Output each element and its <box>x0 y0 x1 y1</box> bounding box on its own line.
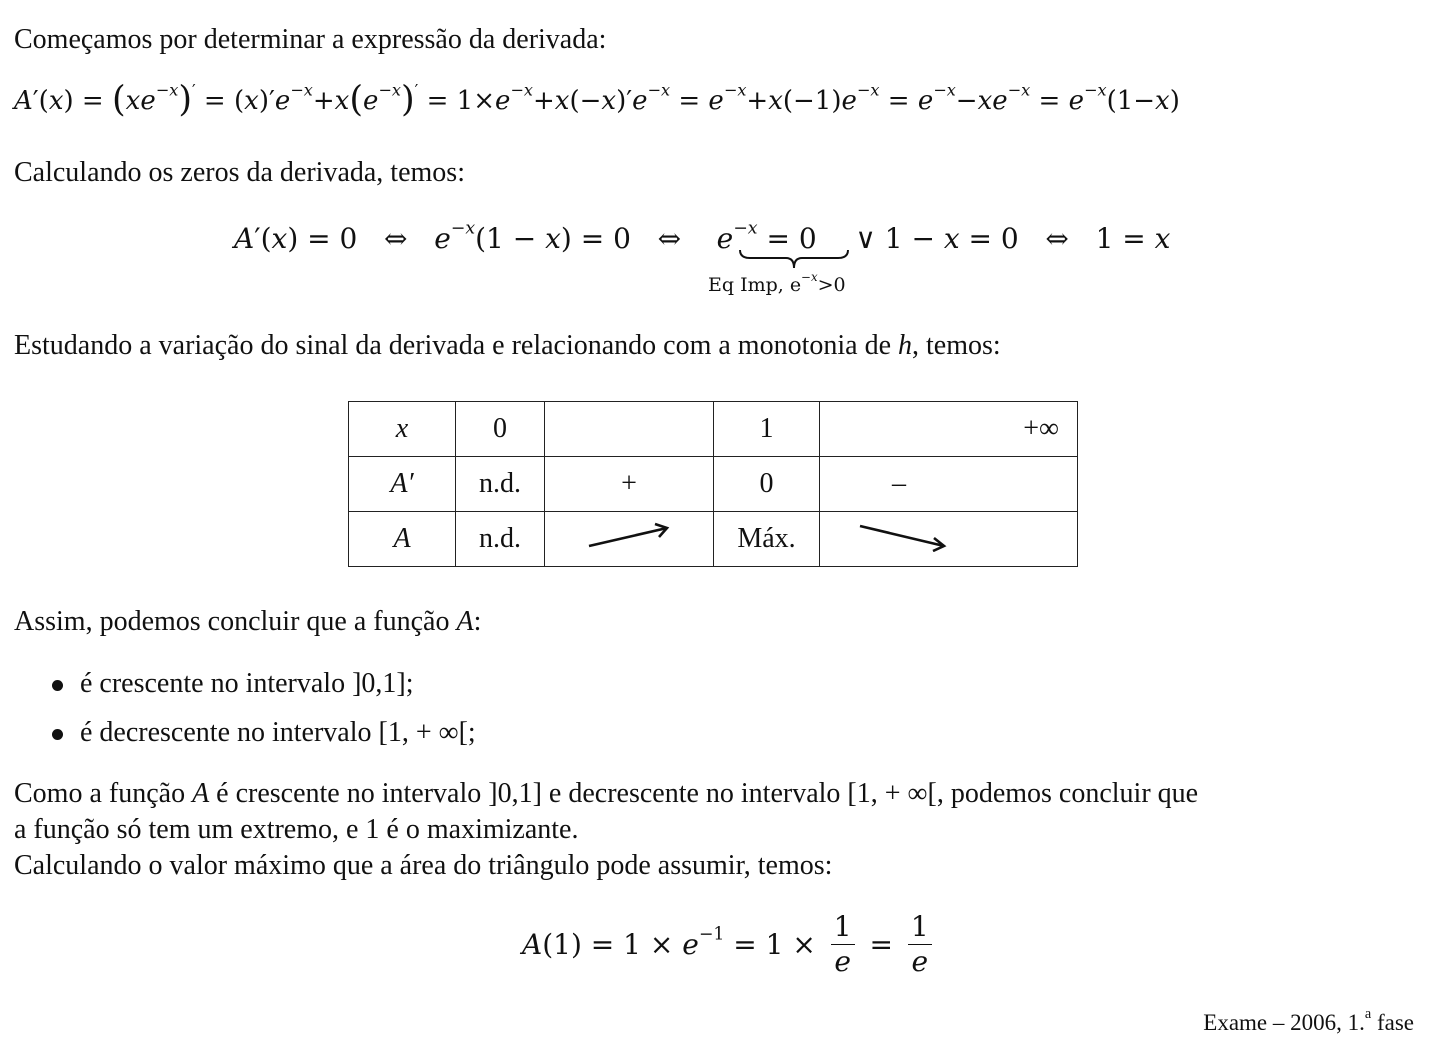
monotony-list <box>50 666 476 764</box>
conclusion-intro-text: Assim, podemos concluir que a função A: <box>14 606 482 637</box>
list-item: é crescente no intervalo ]0,1]; <box>50 666 476 715</box>
maximum-intro-text: Calculando o valor máximo que a área do triângulo pode assumir, temos: <box>14 850 833 881</box>
table-cell: A′ <box>349 457 456 512</box>
table-cell: 0 <box>714 457 820 512</box>
table-cell: Máx. <box>714 512 820 567</box>
underbrace-label: Eq Imp, $e^{-x}>0$ <box>708 270 846 296</box>
table-cell: +∞ <box>820 402 1078 457</box>
conclusion-text-line2: a função só tem um extremo, e 1 é o maximizante. <box>14 814 579 845</box>
table-cell: 1 <box>714 402 820 457</box>
decreasing-arrow-icon <box>856 518 956 552</box>
conclusion-text-line1: Como a função A é crescente no intervalo ]0,1] e decrescente no intervalo [1, + ∞[, podemos concluir que <box>14 778 1199 809</box>
table-cell: + <box>545 457 714 512</box>
underbrace <box>738 248 850 270</box>
maximum-equation: $A(1) = 1 \times e^{-1} = 1$ × $\frac{1}{e}$ = $\frac{1}{e}$ <box>522 910 938 979</box>
list-item: é decrescente no intervalo [1, + ∞[; <box>50 715 476 764</box>
table-cell: 0 <box>456 402 545 457</box>
table-cell: – <box>820 457 1078 512</box>
table-cell <box>545 402 714 457</box>
table-cell <box>545 512 714 567</box>
zeros-equation: A′(x) = 0 ⇔ $e^{-x}(1 - x) = 0$ ⇔ $e^{-x} = 0$ ∨ 1 − x = 0 ⇔ 1 = x <box>234 218 1171 255</box>
table-cell: A <box>349 512 456 567</box>
derivative-equation: $A'(x) = (xe^{-x})' = (x)'e^{-x}+x(e^{-x})' = 1\times e^{-x}+x(-x)'e^{-x} = e^{-x}+x(-1)e^{-x} = e^{-x}-xe^{-x} = e^{-x}(1-x)$ <box>14 78 1180 120</box>
intro-text: Começamos por determinar a expressão da derivada: <box>14 24 607 55</box>
table-cell: n.d. <box>456 457 545 512</box>
table-cell <box>820 512 1078 567</box>
table-cell: x <box>349 402 456 457</box>
increasing-arrow-icon <box>579 518 679 552</box>
table-row-x <box>349 402 1078 457</box>
variation-table <box>348 401 1078 567</box>
table-cell: n.d. <box>456 512 545 567</box>
table-row-derivative <box>349 457 1078 512</box>
source-footer: Exame – 2006, 1.$^a$ fase <box>1203 1005 1414 1035</box>
table-row-function <box>349 512 1078 567</box>
zeros-intro-text: Calculando os zeros da derivada, temos: <box>14 157 465 188</box>
variation-intro-text: Estudando a variação do sinal da derivada e relacionando com a monotonia de h, temos: <box>14 330 1001 361</box>
